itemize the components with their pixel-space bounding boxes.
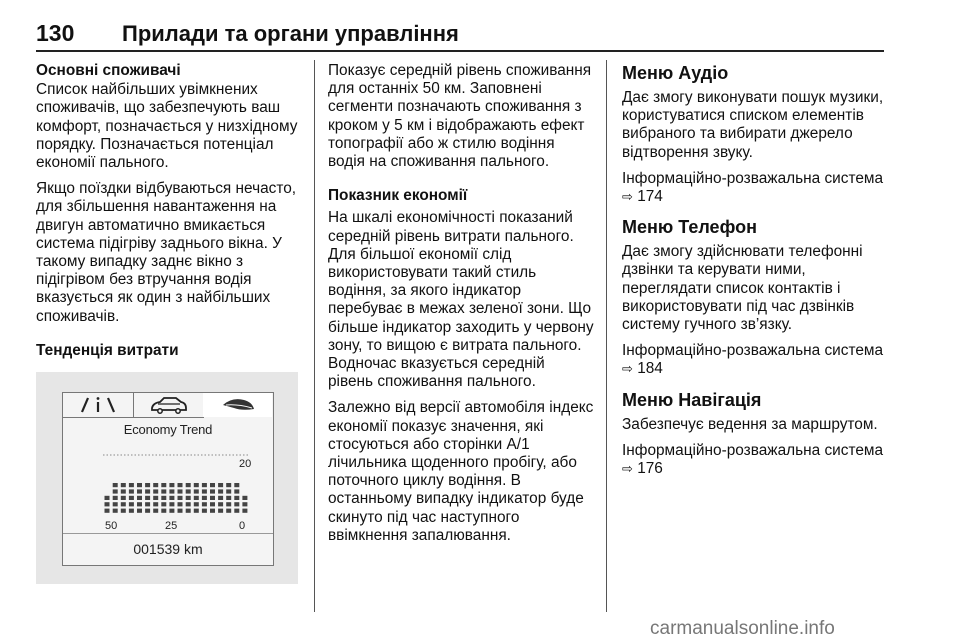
trend-bar-segment [169,483,174,487]
trend-bar-segment [137,502,142,506]
column-right [622,62,884,486]
trend-bar-segment [194,483,199,487]
trend-bar-segment [178,483,183,487]
trend-bar-segment [121,496,126,500]
display-title: Economy Trend [123,422,213,438]
section-heading-economy-indicator: Показник економії [328,187,468,205]
trend-bar [226,483,231,513]
trend-bar-segment [145,509,150,513]
trend-bar-segment [145,496,150,500]
trend-bar [105,496,110,513]
trend-bar-segment [178,496,183,500]
trend-bar [113,483,118,513]
trend-bar-segment [194,489,199,493]
page-header [36,18,884,52]
trend-bar-segment [186,483,191,487]
trend-bar-segment [129,489,134,493]
trend-bar-segment [242,509,247,513]
xref-phone: Інформаційно-розважальна система ⇨ 184 [622,342,884,378]
xref-phone-page: 184 [637,360,663,378]
xref-navigation: Інформаційно-розважальна система ⇨ 176 [622,441,884,478]
trend-bar [194,483,199,513]
trend-bar-segment [113,483,118,487]
trend-bar-segment [113,496,118,500]
trend-bar [153,483,158,513]
trend-bar [129,483,134,513]
trend-bar [178,483,183,513]
paragraph-audio: Дає змогу виконувати пошук музики, користуватися списком елементів вибраного та вибирати джерело відтворення звуку. [622,89,884,161]
trend-bar [121,483,126,513]
trend-bar [169,483,174,513]
page-title: Прилади та органи управління [122,21,459,46]
paragraph-consumers-list: Список найбільших увімкнених споживачів, що забезпечують ваш комфорт, позначається у низхідному порядку. Позначається потенціал економії пального. [36,81,298,172]
trend-bar-segment [161,509,166,513]
trend-bar-segment [121,502,126,506]
trend-bar-segment [234,509,239,513]
paragraph-economy-version: Залежно від версії автомобіля індекс економії показує значення, які стосуються або сторінки A/1 лічильника щоденного пробігу, або поточного циклу водіння. В останньому випадку індикатор буде скинуто під час наступного ввімкнення запалювання. [328,399,594,544]
trend-bar-segment [169,496,174,500]
trend-bar-segment [202,489,207,493]
trend-bar-segment [161,489,166,493]
trend-bar-segment [194,509,199,513]
trend-bar-segment [129,483,134,487]
trend-bar-segment [234,489,239,493]
trend-bar-segment [226,489,231,493]
trend-bar [234,483,239,513]
trend-bar [186,483,191,513]
trend-bar-segment [137,489,142,493]
trend-bar-segment [113,502,118,506]
trend-bar-segment [161,502,166,506]
trend-bar-segment [218,496,223,500]
x-label-50: 50 [105,520,118,533]
trend-bar-segment [153,496,158,500]
x-label-25: 25 [165,520,178,533]
trend-bar-segment [169,502,174,506]
trend-bar-segment [161,496,166,500]
trend-bar-segment [105,502,110,506]
trend-bar-segment [121,489,126,493]
trend-bar-segment [178,489,183,493]
trend-bar-segment [178,502,183,506]
trend-bar-segment [202,496,207,500]
trend-bar-segment [234,496,239,500]
trend-bar-segment [105,496,110,500]
trend-bar-segment [105,509,110,513]
x-label-0: 0 [239,520,246,533]
heading-navigation-menu: Меню Навігація [622,389,762,410]
trend-bar-segment [169,489,174,493]
trend-bar-segment [210,509,215,513]
column-divider-2 [606,60,607,612]
trend-bar-segment [145,502,150,506]
trend-bar-segment [242,496,247,500]
trend-bar-segment [226,509,231,513]
paragraph-trend-description: Показує середній рівень споживання для останніх 50 км. Заповнені сегменти позначають споживання з кроком у 5 км і відображають ефект топографії або ж стилю водіння водія на споживання пального. [328,62,592,171]
trend-bar-segment [202,502,207,506]
arrow-right-icon: ⇨ [622,361,633,377]
trend-bar-segment [186,502,191,506]
trend-bar-segment [194,502,199,506]
trend-bar-segment [234,483,239,487]
trend-bar [145,483,150,513]
watermark: carmanualsonline.info [650,618,835,639]
xref-navigation-page: 176 [637,460,663,478]
section-heading-consumption-trend: Тенденція витрати [36,341,179,359]
scale-top-label: 20 [239,458,252,471]
trend-bar-segment [218,502,223,506]
economy-trend-illustration [36,372,298,584]
trend-bar-segment [186,489,191,493]
trend-bar [218,483,223,513]
trend-bar-segment [129,502,134,506]
paragraph-economy-scale: На шкалі економічності показаний середній рівень витрати пального. Для більшої економії слід використовувати такий стиль водіння, за якого індикатор перебуває в межах зеленої зони. Що більше індикатор заходить у червону зону, то вищою є витрата пального. Водночас вказується середній рівень споживання пального. [328,209,594,391]
column-middle [328,62,594,553]
header-divider [36,50,884,52]
trend-bar-segment [226,483,231,487]
trend-bar-segment [218,483,223,487]
heading-audio-menu: Меню Аудіо [622,63,729,83]
trend-bar-segment [121,483,126,487]
section-heading-main-consumers: Основні споживачі [36,62,181,79]
trend-bar-segment [153,483,158,487]
trend-bar-segment [218,509,223,513]
trend-bar-segment [113,489,118,493]
trend-bar [242,496,247,513]
trend-bar-segment [210,502,215,506]
arrow-right-icon: ⇨ [622,461,633,477]
trend-bar-segment [161,483,166,487]
trend-bar-segment [145,483,150,487]
paragraph-rear-window: Якщо поїздки відбуваються нечасто, для збільшення навантаження на двигун автоматично вмикається система підігріву заднього вікна. У такому випадку заднє вікно з підігрівом без втручання водія вказується як один з найбільших споживачів. [36,180,297,325]
trend-bar-segment [137,483,142,487]
trend-bar-segment [137,509,142,513]
paragraph-phone: Дає змогу здійснювати телефонні дзвінки та керувати ними, переглядати список контактів і використовувати під час дзвінків систему гучного зв’язку. [622,243,863,334]
column-divider-1 [314,60,315,612]
trend-bar-segment [153,489,158,493]
trend-bar-segment [153,509,158,513]
trend-bar-segment [226,496,231,500]
trend-bar-segment [210,489,215,493]
trend-bar-segment [169,509,174,513]
trend-bar-segment [145,489,150,493]
trend-bar [202,483,207,513]
trend-bar-segment [129,509,134,513]
trend-bar-segment [210,496,215,500]
trend-bar-segment [234,502,239,506]
paragraph-navigation: Забезпечує ведення за маршрутом. [622,415,878,433]
trend-bar-segment [186,509,191,513]
display-screen [62,392,274,566]
page-number: 130 [36,20,75,46]
trend-bar-segment [129,496,134,500]
trend-bar-segment [178,509,183,513]
xref-audio-page: 174 [637,188,663,206]
trend-bar-segment [186,496,191,500]
trend-bar [137,483,142,513]
trend-bar-segment [121,509,126,513]
trend-bar-segment [210,483,215,487]
xref-audio: Інформаційно-розважальна система ⇨ 174 [622,169,884,206]
trend-bar-segment [202,509,207,513]
trend-bar [161,483,166,513]
trend-bar-segment [202,483,207,487]
trend-bar-segment [194,496,199,500]
trend-bar-segment [242,502,247,506]
trend-bar-segment [218,489,223,493]
heading-phone-menu: Меню Телефон [622,217,757,238]
odometer-readout: 001539 km [63,533,273,562]
trend-bar-segment [137,496,142,500]
column-left [36,62,302,584]
trend-bar [210,483,215,513]
trend-bar-segment [113,509,118,513]
trend-bar-segment [153,502,158,506]
arrow-right-icon: ⇨ [622,189,633,205]
trend-bar-segment [226,502,231,506]
